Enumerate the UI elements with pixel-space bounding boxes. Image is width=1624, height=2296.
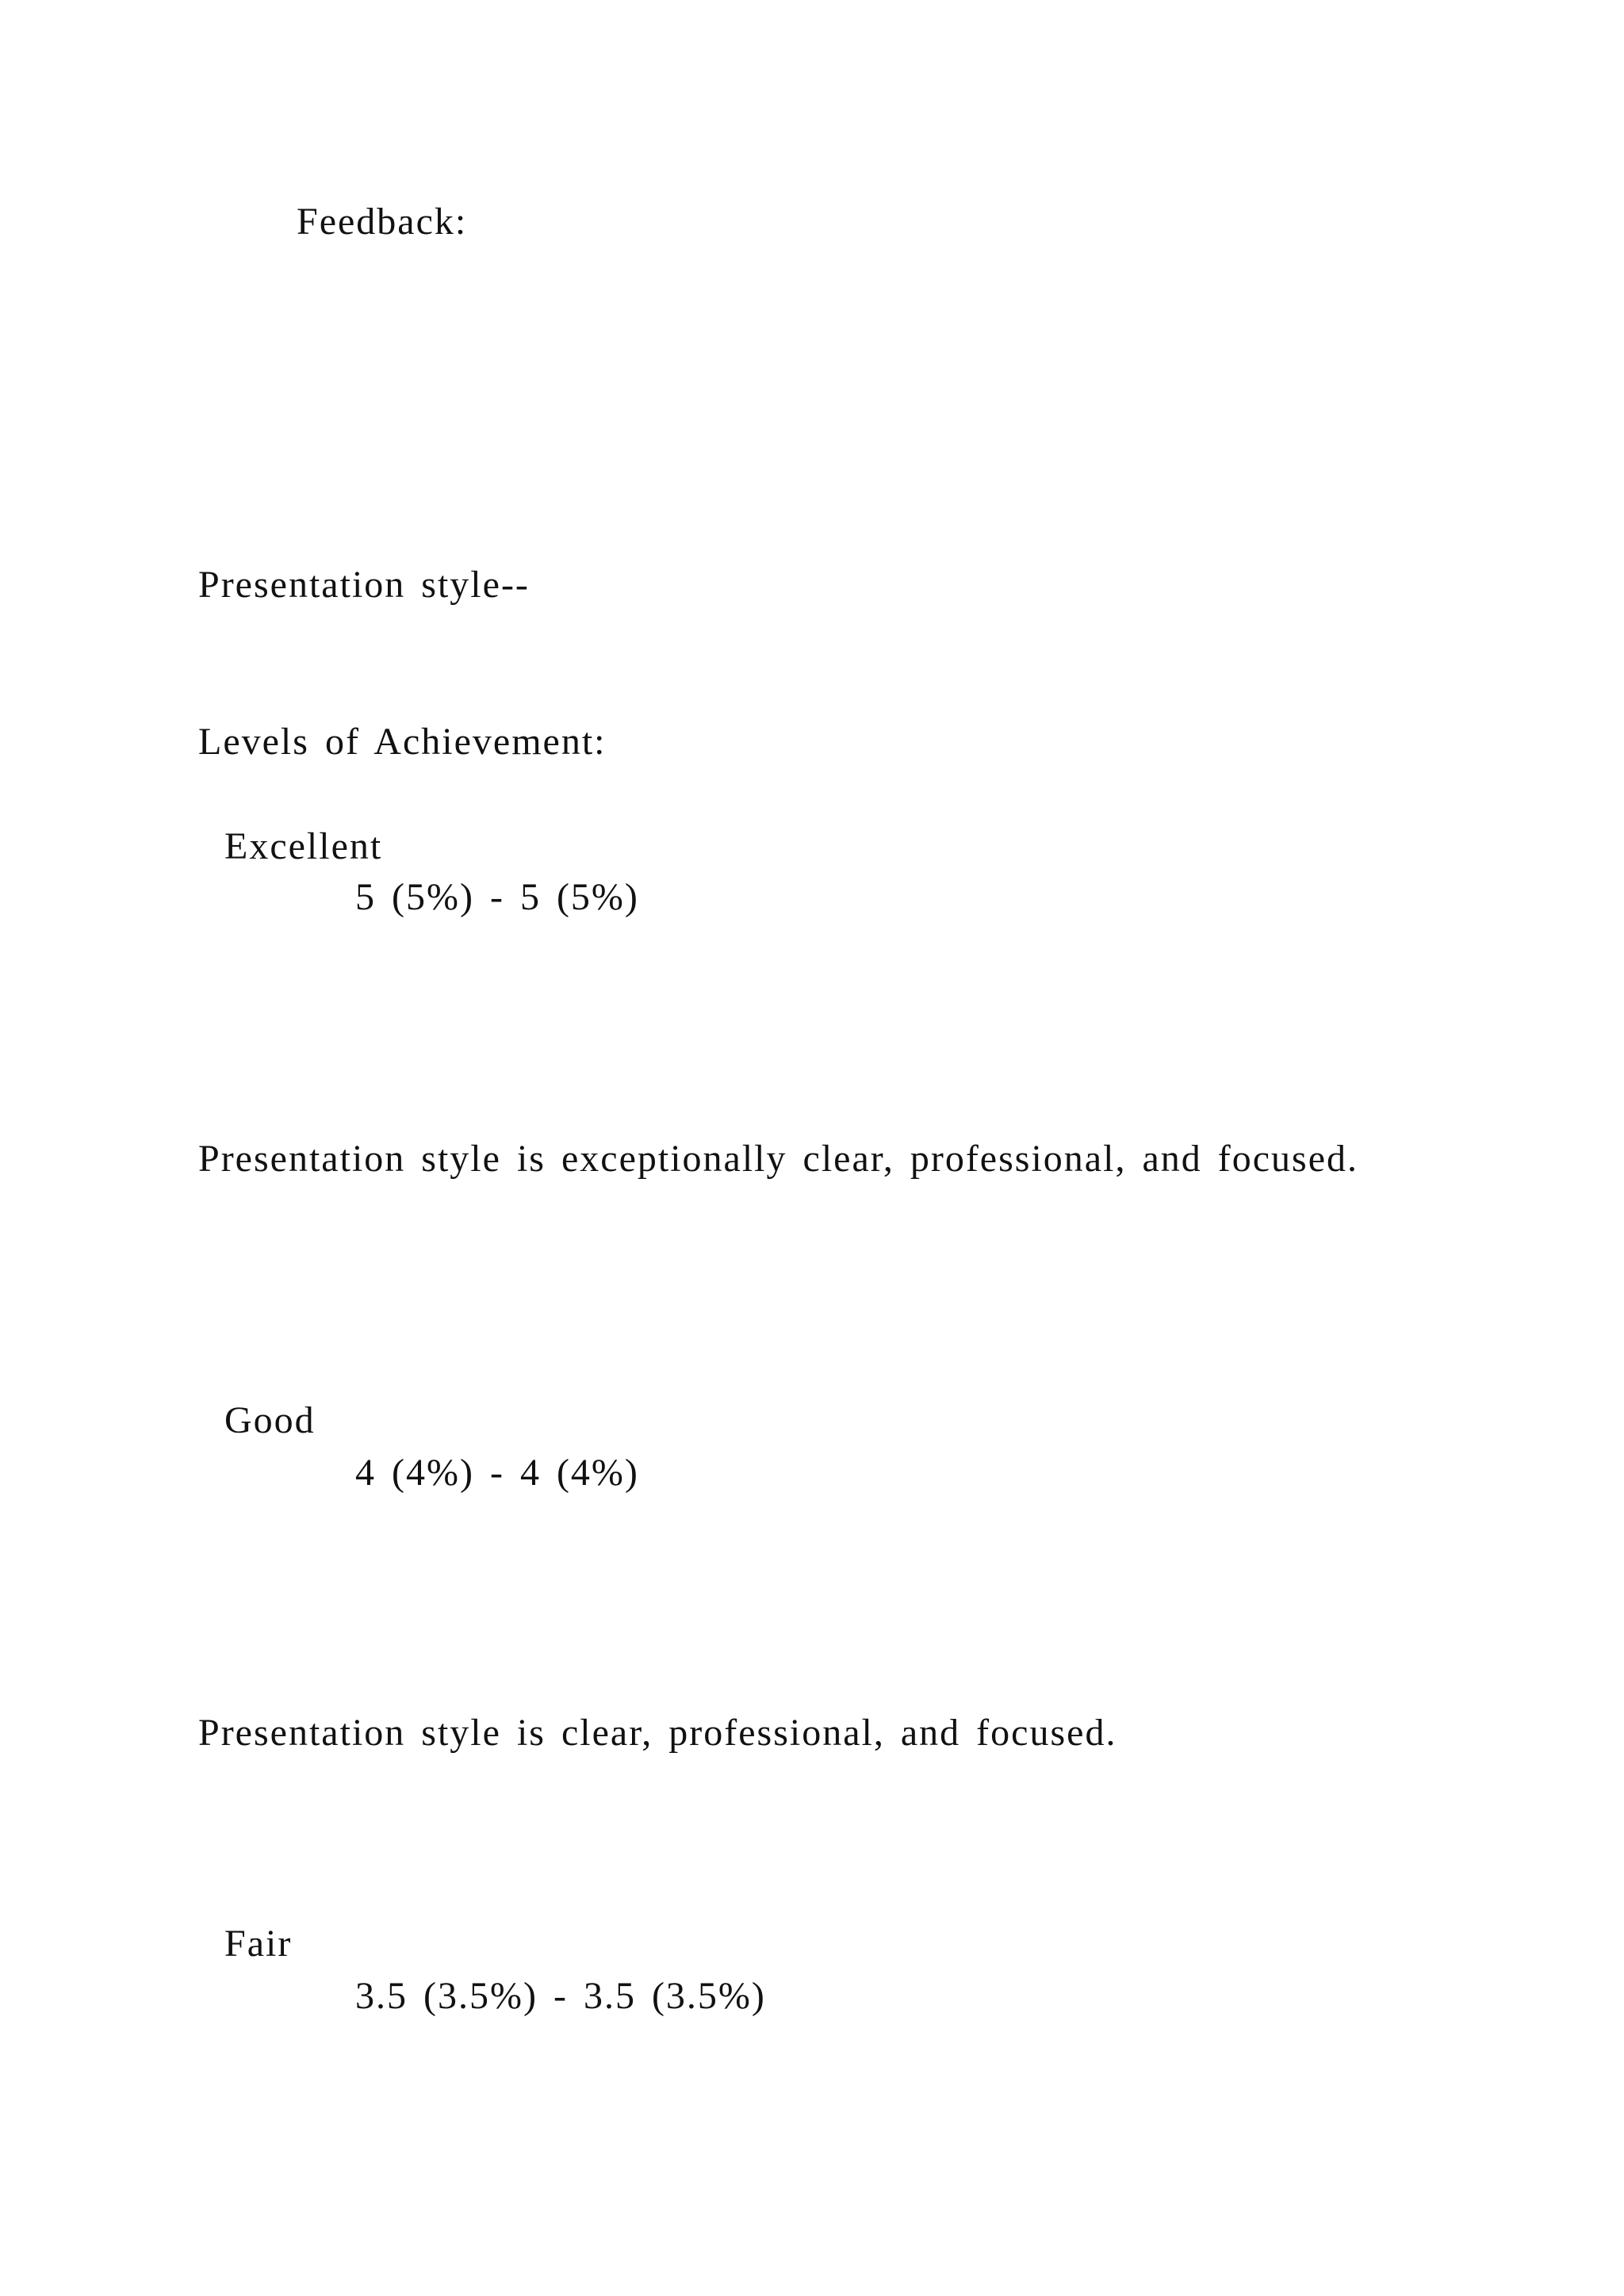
level-description: Presentation style is exceptionally clear, professional, and focused.: [198, 1138, 1359, 1180]
level-name: Fair: [224, 1923, 293, 1965]
levels-heading: Levels of Achievement:: [198, 721, 607, 763]
feedback-label: Feedback:: [297, 201, 468, 243]
level-description: Presentation style is clear, professional, and focused.: [198, 1712, 1117, 1754]
level-range: 3.5 (3.5%) - 3.5 (3.5%): [355, 1975, 766, 2017]
level-range: 5 (5%) - 5 (5%): [355, 876, 639, 918]
level-range: 4 (4%) - 4 (4%): [355, 1452, 639, 1494]
level-name: Good: [224, 1399, 316, 1441]
criterion-title: Presentation style--: [198, 564, 530, 606]
level-name: Excellent: [224, 825, 383, 867]
